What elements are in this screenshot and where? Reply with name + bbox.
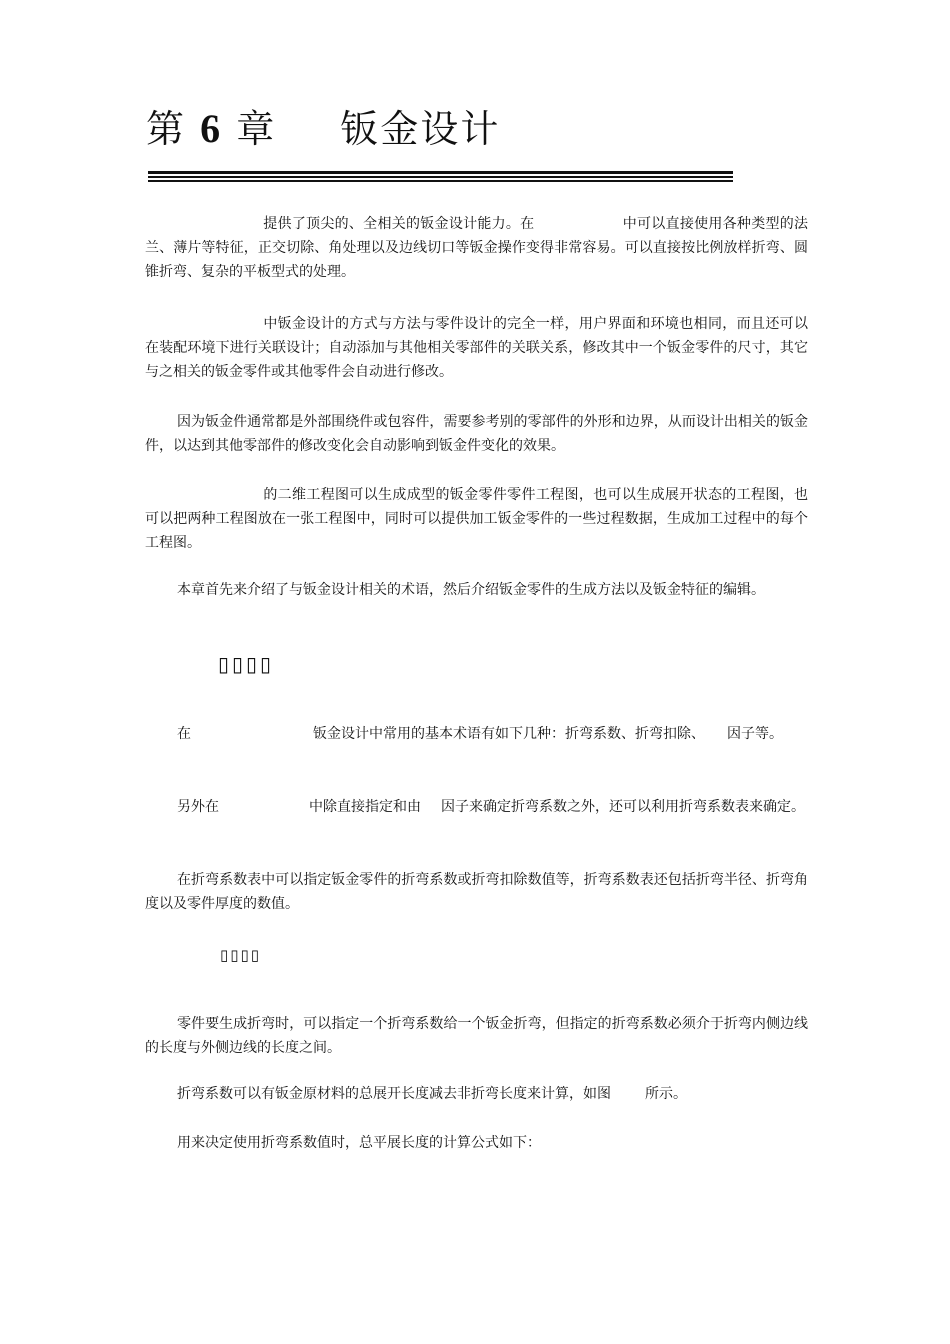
paragraph-terms-part2: 钣金设计中常用的基本术语有如下几种：折弯系数、折弯扣除、 — [313, 726, 705, 742]
paragraph-bend-allowance — [145, 1012, 808, 1060]
paragraph-bend-table-text: 在折弯系数表中可以指定钣金零件的折弯系数或折弯扣除数值等，折弯系数表还包括折弯半径、折弯角度以及零件厚度的数值。 — [145, 872, 808, 912]
title-rule-thin — [148, 180, 733, 182]
paragraph-calculation-part2: 所示。 — [645, 1086, 687, 1102]
paragraph-enclosure — [145, 410, 808, 458]
chapter-suffix: 章 — [236, 107, 277, 151]
paragraph-terms-part3: 因子等。 — [727, 726, 783, 742]
paragraph-bend-table-intro-part1: 另外在 — [177, 799, 219, 815]
paragraph-intro-part1: 提供了顶尖的、全相关的钣金设计能力。在 — [263, 216, 535, 232]
paragraph-bend-table-intro-part2: 中除直接指定和由 — [309, 799, 421, 815]
paragraph-drawings-text: 的二维工程图可以生成成型的钣金零件零件工程图，也可以生成展开状态的工程图，也可以把两种工程图放在一张工程图中，同时可以提供加工钣金零件的一些过程数据，生成加工过程中的每个工程图。 — [145, 487, 808, 551]
section-heading-bend-allowance: ▯▯▯▯ — [220, 946, 262, 964]
paragraph-bend-table — [145, 868, 808, 916]
paragraph-chapter-summary — [145, 578, 808, 602]
paragraph-design-method-text: 中钣金设计的方式与方法与零件设计的完全一样，用户界面和环境也相同，而且还可以在装配环境下进行关联设计；自动添加与其他相关零部件的关联关系，修改其中一个钣金零件的尺寸，其它与之相关的钣金零件或其他零件会自动进行修改。 — [145, 316, 808, 380]
title-rule-thick — [148, 171, 733, 174]
paragraph-bend-table-intro-part3: 因子来确定折弯系数之外，还可以利用折弯系数表来确定。 — [441, 799, 805, 815]
chapter-prefix: 第 — [146, 107, 187, 151]
paragraph-chapter-summary-text: 本章首先来介绍了与钣金设计相关的术语，然后介绍钣金零件的生成方法以及钣金特征的编辑。 — [177, 582, 765, 598]
paragraph-design-method — [145, 312, 808, 384]
paragraph-terms — [145, 722, 808, 746]
chapter-name: 钣金设计 — [340, 107, 501, 151]
paragraph-enclosure-text: 因为钣金件通常都是外部围绕件或包容件，需要参考别的零部件的外形和边界，从而设计出相关的钣金件，以达到其他零部件的修改变化会自动影响到钣金件变化的效果。 — [145, 414, 808, 454]
paragraph-intro — [145, 212, 808, 284]
paragraph-formula-intro-text: 用来决定使用折弯系数值时，总平展长度的计算公式如下： — [177, 1135, 541, 1151]
section-heading-terms: ▯▯▯▯ — [218, 652, 275, 676]
paragraph-bend-allowance-text: 零件要生成折弯时，可以指定一个折弯系数给一个钣金折弯，但指定的折弯系数必须介于折弯内侧边线的长度与外侧边线的长度之间。 — [145, 1016, 808, 1056]
title-rule-mid — [148, 176, 733, 178]
paragraph-calculation — [145, 1082, 808, 1106]
paragraph-bend-table-intro — [145, 795, 808, 819]
paragraph-drawings — [145, 483, 808, 555]
paragraph-formula-intro — [145, 1131, 808, 1155]
paragraph-intro-part2: 中可以直接使用各种类型的法兰、薄片等特征，正交切除、角处理以及边线切口等钣金操作变得非常容易。可以直接按比例放样折弯、圆锥折弯、复杂的平板型式的处理。 — [145, 216, 809, 280]
paragraph-terms-part1: 在 — [177, 726, 191, 742]
chapter-title — [146, 98, 500, 153]
paragraph-calculation-part1: 折弯系数可以有钣金原材料的总展开长度减去非折弯长度来计算，如图 — [177, 1086, 611, 1102]
chapter-number: 6 — [200, 106, 223, 151]
